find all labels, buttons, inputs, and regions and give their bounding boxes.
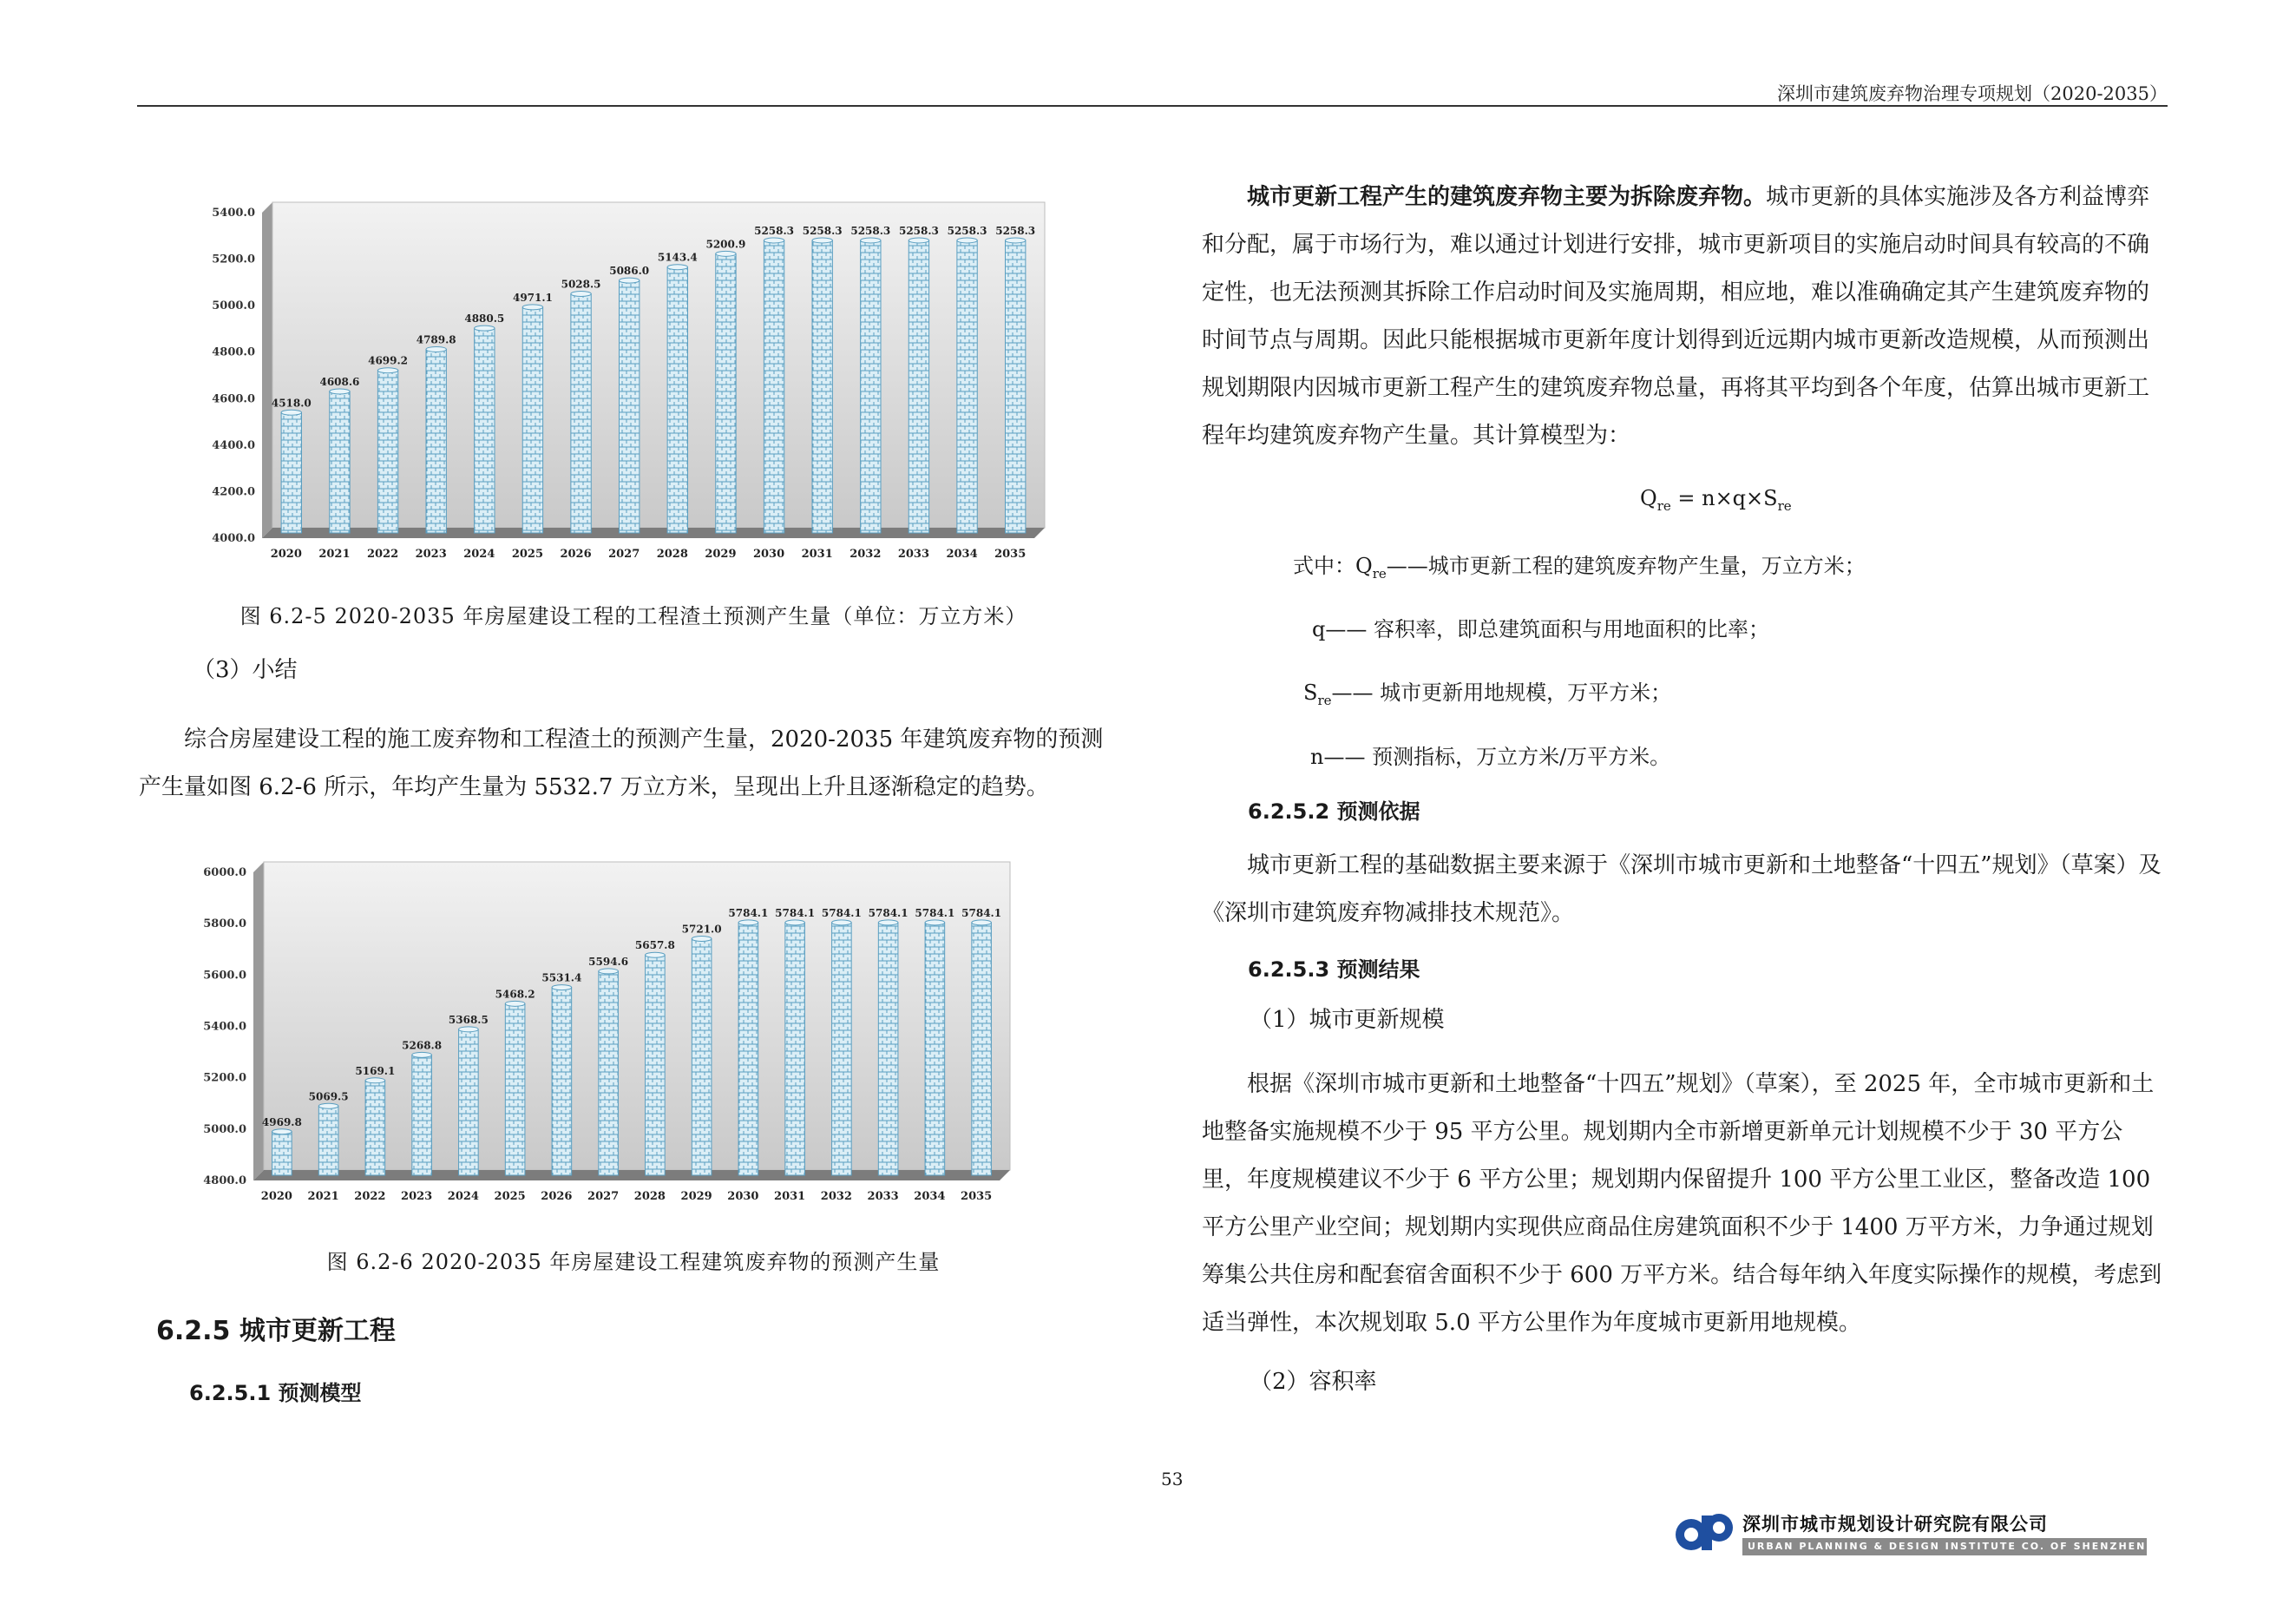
y-tick-label: 5400.0 — [203, 1020, 246, 1034]
data-label: 5784.1 — [775, 906, 816, 919]
bar-top — [505, 1001, 525, 1006]
bar — [318, 1106, 338, 1175]
bar — [667, 267, 687, 533]
data-label: 4789.8 — [416, 333, 456, 346]
bar — [571, 294, 591, 533]
x-tick-label: 2026 — [541, 1190, 573, 1203]
x-tick-label: 2021 — [307, 1190, 339, 1203]
data-label: 4699.2 — [368, 354, 409, 367]
x-tick-label: 2022 — [366, 548, 399, 561]
bar — [522, 307, 542, 533]
bar-top — [692, 937, 712, 942]
bar-top — [599, 969, 619, 974]
x-tick-label: 2025 — [511, 548, 544, 561]
data-label: 4969.8 — [261, 1115, 302, 1128]
data-label: 5531.4 — [541, 971, 582, 984]
bar — [281, 412, 301, 533]
bar-top — [957, 238, 977, 243]
bar-top — [878, 920, 898, 925]
x-tick-label: 2023 — [415, 548, 447, 561]
bar-top — [272, 1129, 292, 1134]
x-tick-label: 2035 — [961, 1190, 993, 1203]
bar-top — [1006, 238, 1026, 243]
x-tick-label: 2021 — [318, 548, 351, 561]
y-tick-label: 4800.0 — [212, 345, 255, 359]
x-tick-label: 2034 — [914, 1190, 946, 1203]
x-tick-label: 2029 — [680, 1190, 712, 1203]
paragraph-basis: 城市更新工程的基础数据主要来源于《深圳市城市更新和土地整备“十四五”规划》（草案）及《深圳市建筑废弃物减排技术规范》。 — [1202, 852, 2162, 926]
x-tick-label: 2032 — [820, 1190, 852, 1203]
x-tick-label: 2033 — [897, 548, 930, 561]
y-ticks — [212, 207, 255, 545]
subheading-summary: （3）小结 — [193, 657, 298, 683]
paragraph-model-intro — [1202, 174, 2165, 460]
bar-top — [281, 410, 301, 415]
bar-top — [330, 389, 350, 394]
data-label: 4971.1 — [512, 291, 553, 304]
figure-caption-2: 图 6.2-6 2020-2035 年房屋建设工程建筑废弃物的预测产生量 — [326, 1250, 941, 1274]
data-label: 5069.5 — [308, 1090, 349, 1103]
y-tick-label: 5200.0 — [203, 1071, 246, 1085]
data-label: 5258.3 — [898, 224, 939, 237]
bar-top — [475, 325, 495, 331]
bar — [878, 923, 898, 1175]
y-tick-label: 5800.0 — [203, 917, 246, 931]
data-label: 5258.3 — [995, 224, 1036, 237]
bar-top — [972, 920, 992, 925]
data-label: 5086.0 — [609, 265, 650, 278]
data-label: 5468.2 — [495, 988, 535, 1001]
x-tick-label: 2025 — [494, 1190, 526, 1203]
bar-top — [925, 920, 945, 925]
x-tick-label: 2026 — [560, 548, 592, 561]
bar — [972, 923, 992, 1175]
bar-top — [646, 952, 666, 957]
bar-top — [552, 985, 572, 990]
bar-top — [861, 238, 881, 243]
x-tick-label: 2030 — [752, 548, 785, 561]
bar — [505, 1003, 525, 1175]
section-heading-6-2-5: 6.2.5 城市更新工程 — [156, 1316, 396, 1346]
x-tick-label: 2020 — [270, 548, 302, 561]
bar — [832, 923, 852, 1175]
y-tick-label: 4000.0 — [212, 532, 255, 545]
x-tick-label: 2034 — [946, 548, 978, 561]
data-label: 5169.1 — [355, 1064, 396, 1077]
data-label: 5721.0 — [681, 923, 722, 936]
data-label: 5594.6 — [588, 955, 629, 968]
x-tick-label: 2031 — [774, 1190, 806, 1203]
data-label: 5258.3 — [754, 224, 795, 237]
bar-top — [365, 1078, 385, 1083]
bar-top — [459, 1027, 479, 1032]
bar — [412, 1055, 432, 1175]
bar-top — [832, 920, 852, 925]
bar-top — [785, 920, 805, 925]
bar-top — [667, 265, 687, 270]
paragraph-body: 城市更新的具体实施涉及各方利益博弈和分配，属于市场行为，难以通过计划进行安排，城市更新项目的实施启动时间具有较高的不确定性，也无法预测其拆除工作启动时间及实施周期，相应地，难以准确确定其产生建筑废弃物的时间节点与周期。因此只能根据城市更新年度计划得到近远期内城市更新改造规模，从而预测出规划期限内因城市更新工程产生的建筑废弃物总量，再将其平均到各个年度，估算出城市更新工程年均建筑废弃物产生量。其计算模型为： — [1202, 184, 2150, 449]
side-wall — [262, 202, 272, 538]
data-label: 5258.3 — [850, 224, 891, 237]
x-tick-label: 2035 — [994, 548, 1027, 561]
x-tick-label: 2027 — [587, 1190, 620, 1203]
data-label: 5657.8 — [634, 939, 675, 952]
x-tick-label: 2024 — [463, 548, 495, 561]
bar-top — [738, 920, 758, 925]
bar — [552, 988, 572, 1175]
bar — [716, 253, 736, 533]
bar — [377, 371, 397, 533]
bar — [459, 1029, 479, 1175]
data-label: 5784.1 — [961, 906, 1002, 919]
header-rule — [137, 105, 2168, 107]
y-tick-label: 5000.0 — [203, 1122, 246, 1136]
bar — [272, 1132, 292, 1175]
bar — [812, 240, 832, 533]
definition-s-re: $S_{re}——$ 城市更新用地规模，万平方米； — [1303, 681, 1672, 708]
lead-sentence: 城市更新工程产生的建筑废弃物主要为拆除废弃物。 — [1247, 184, 1767, 210]
x-tick-label: 2023 — [401, 1190, 433, 1203]
bar-top — [620, 278, 640, 283]
bar — [764, 240, 784, 533]
bar-top — [909, 238, 928, 243]
data-label: 5200.9 — [705, 238, 746, 251]
figure-caption-1: 图 6.2-5 2020-2035 年房屋建设工程的工程渣土预测产生量（单位：万立方米） — [239, 604, 1027, 628]
definition-q-re: 式中：$Q_{re}——$城市更新工程的建筑废弃物产生量，万立方米； — [1293, 554, 1866, 582]
bar-top — [412, 1052, 432, 1057]
bar — [620, 280, 640, 533]
subheading-plot-ratio: （2）容积率 — [1250, 1369, 1377, 1395]
side-wall — [253, 862, 264, 1180]
data-label: 5268.8 — [402, 1039, 443, 1052]
x-ticks — [261, 1190, 992, 1203]
section-heading-6-2-5-2: 6.2.5.2 预测依据 — [1248, 799, 1420, 824]
data-label: 4880.5 — [464, 312, 505, 325]
bar — [426, 349, 446, 533]
bar — [957, 240, 977, 533]
data-label: 5258.3 — [802, 224, 843, 237]
bar-top — [571, 292, 591, 297]
section-heading-6-2-5-3: 6.2.5.3 预测结果 — [1248, 957, 1420, 982]
bar — [365, 1081, 385, 1175]
bar — [909, 240, 928, 533]
x-ticks — [271, 548, 1027, 561]
y-tick-label: 4400.0 — [212, 438, 255, 452]
data-label: 5143.4 — [657, 251, 698, 264]
x-tick-label: 2028 — [633, 1190, 666, 1203]
data-label: 5784.1 — [868, 906, 909, 919]
company-name-en: URBAN PLANNING & DESIGN INSTITUTE CO. OF SHENZHEN — [1742, 1538, 2147, 1555]
bar — [1006, 240, 1026, 533]
section-heading-6-2-5-1: 6.2.5.1 预测模型 — [189, 1381, 362, 1405]
bar-top — [716, 251, 736, 256]
chart-construction-spoil — [193, 187, 1078, 582]
bar — [925, 923, 945, 1175]
data-label: 4608.6 — [319, 375, 360, 388]
y-tick-label: 6000.0 — [203, 866, 246, 879]
x-tick-label: 2030 — [727, 1190, 759, 1203]
y-tick-label: 4200.0 — [212, 485, 255, 499]
data-label: 4518.0 — [271, 397, 312, 410]
bar-top — [764, 238, 784, 243]
y-ticks — [203, 866, 246, 1187]
bar — [692, 939, 712, 1175]
x-tick-label: 2032 — [850, 548, 882, 561]
x-tick-label: 2027 — [608, 548, 640, 561]
x-tick-label: 2028 — [656, 548, 688, 561]
page-number: 53 — [1161, 1469, 1184, 1489]
data-label: 5784.1 — [728, 906, 769, 919]
y-tick-label: 5400.0 — [212, 207, 255, 220]
x-tick-label: 2022 — [354, 1190, 386, 1203]
x-tick-label: 2033 — [867, 1190, 899, 1203]
definition-n: n—— 预测指标，万立方米/万平方米。 — [1310, 745, 1671, 769]
bar — [738, 923, 758, 1175]
bar — [861, 240, 881, 533]
company-name-cn: 深圳市城市规划设计研究院有限公司 — [1742, 1514, 2048, 1535]
x-tick-label: 2024 — [447, 1190, 479, 1203]
x-tick-label: 2029 — [705, 548, 737, 561]
subheading-renewal-scale: （1）城市更新规模 — [1250, 1007, 1445, 1033]
bar — [646, 955, 666, 1175]
bar-top — [426, 346, 446, 352]
formula: $Q_{re} = n\times q\times S_{re}$ — [1640, 486, 1792, 514]
x-tick-label: 2031 — [801, 548, 833, 561]
bar — [599, 971, 619, 1175]
data-label: 5028.5 — [561, 278, 601, 291]
x-tick-label: 2020 — [260, 1190, 292, 1203]
definition-q: q—— 容积率，即总建筑面积与用地面积的比率； — [1312, 617, 1769, 641]
running-header: 深圳市建筑废弃物治理专项规划（2020-2035） — [1777, 83, 2168, 104]
y-tick-label: 5200.0 — [212, 253, 255, 266]
bar-top — [812, 238, 832, 243]
bar-top — [377, 368, 397, 373]
paragraph-summary: 综合房屋建设工程的施工废弃物和工程渣土的预测产生量，2020-2035 年建筑废弃物的预测产生量如图 6.2-6 所示，年均产生量为 5532.7 万立方米，呈现出上升且逐渐稳定的趋势。 — [139, 727, 1104, 800]
y-tick-label: 4800.0 — [203, 1174, 246, 1187]
paragraph-renewal-scale: 根据《深圳市城市更新和土地整备“十四五”规划》（草案），至 2025 年，全市城市更新和土地整备实施规模不少于 95 平方公里。规划期内全市新增更新单元计划规模不少于 30 平方公里，年度规模建议不少于 6 平方公里；规划期内保留提升 100 平方公里工业区，整备改造 100 平方公里产业空间；规划期内实现供应商品住房建筑面积不少于 1400 万平方米，力争通过规划筹集公共住房和配套宿舍面积不少于 600 万平方米。结合每年纳入年度实际操作的规模，考虑到适当弹性，本次规划取 5.0 平方公里作为年度城市更新用地规模。 — [1202, 1071, 2162, 1336]
bar — [785, 923, 805, 1175]
bar-top — [522, 305, 542, 310]
company-logo-icon — [1670, 1509, 1742, 1555]
bar-top — [318, 1103, 338, 1108]
bar — [475, 328, 495, 533]
data-label: 5368.5 — [448, 1013, 489, 1026]
y-tick-label: 4600.0 — [212, 392, 255, 406]
bar — [330, 391, 350, 533]
data-label: 5258.3 — [947, 224, 987, 237]
data-label: 5784.1 — [915, 906, 955, 919]
y-tick-label: 5600.0 — [203, 969, 246, 983]
data-label: 5784.1 — [821, 906, 862, 919]
chart-construction-waste — [193, 846, 1017, 1220]
y-tick-label: 5000.0 — [212, 299, 255, 313]
